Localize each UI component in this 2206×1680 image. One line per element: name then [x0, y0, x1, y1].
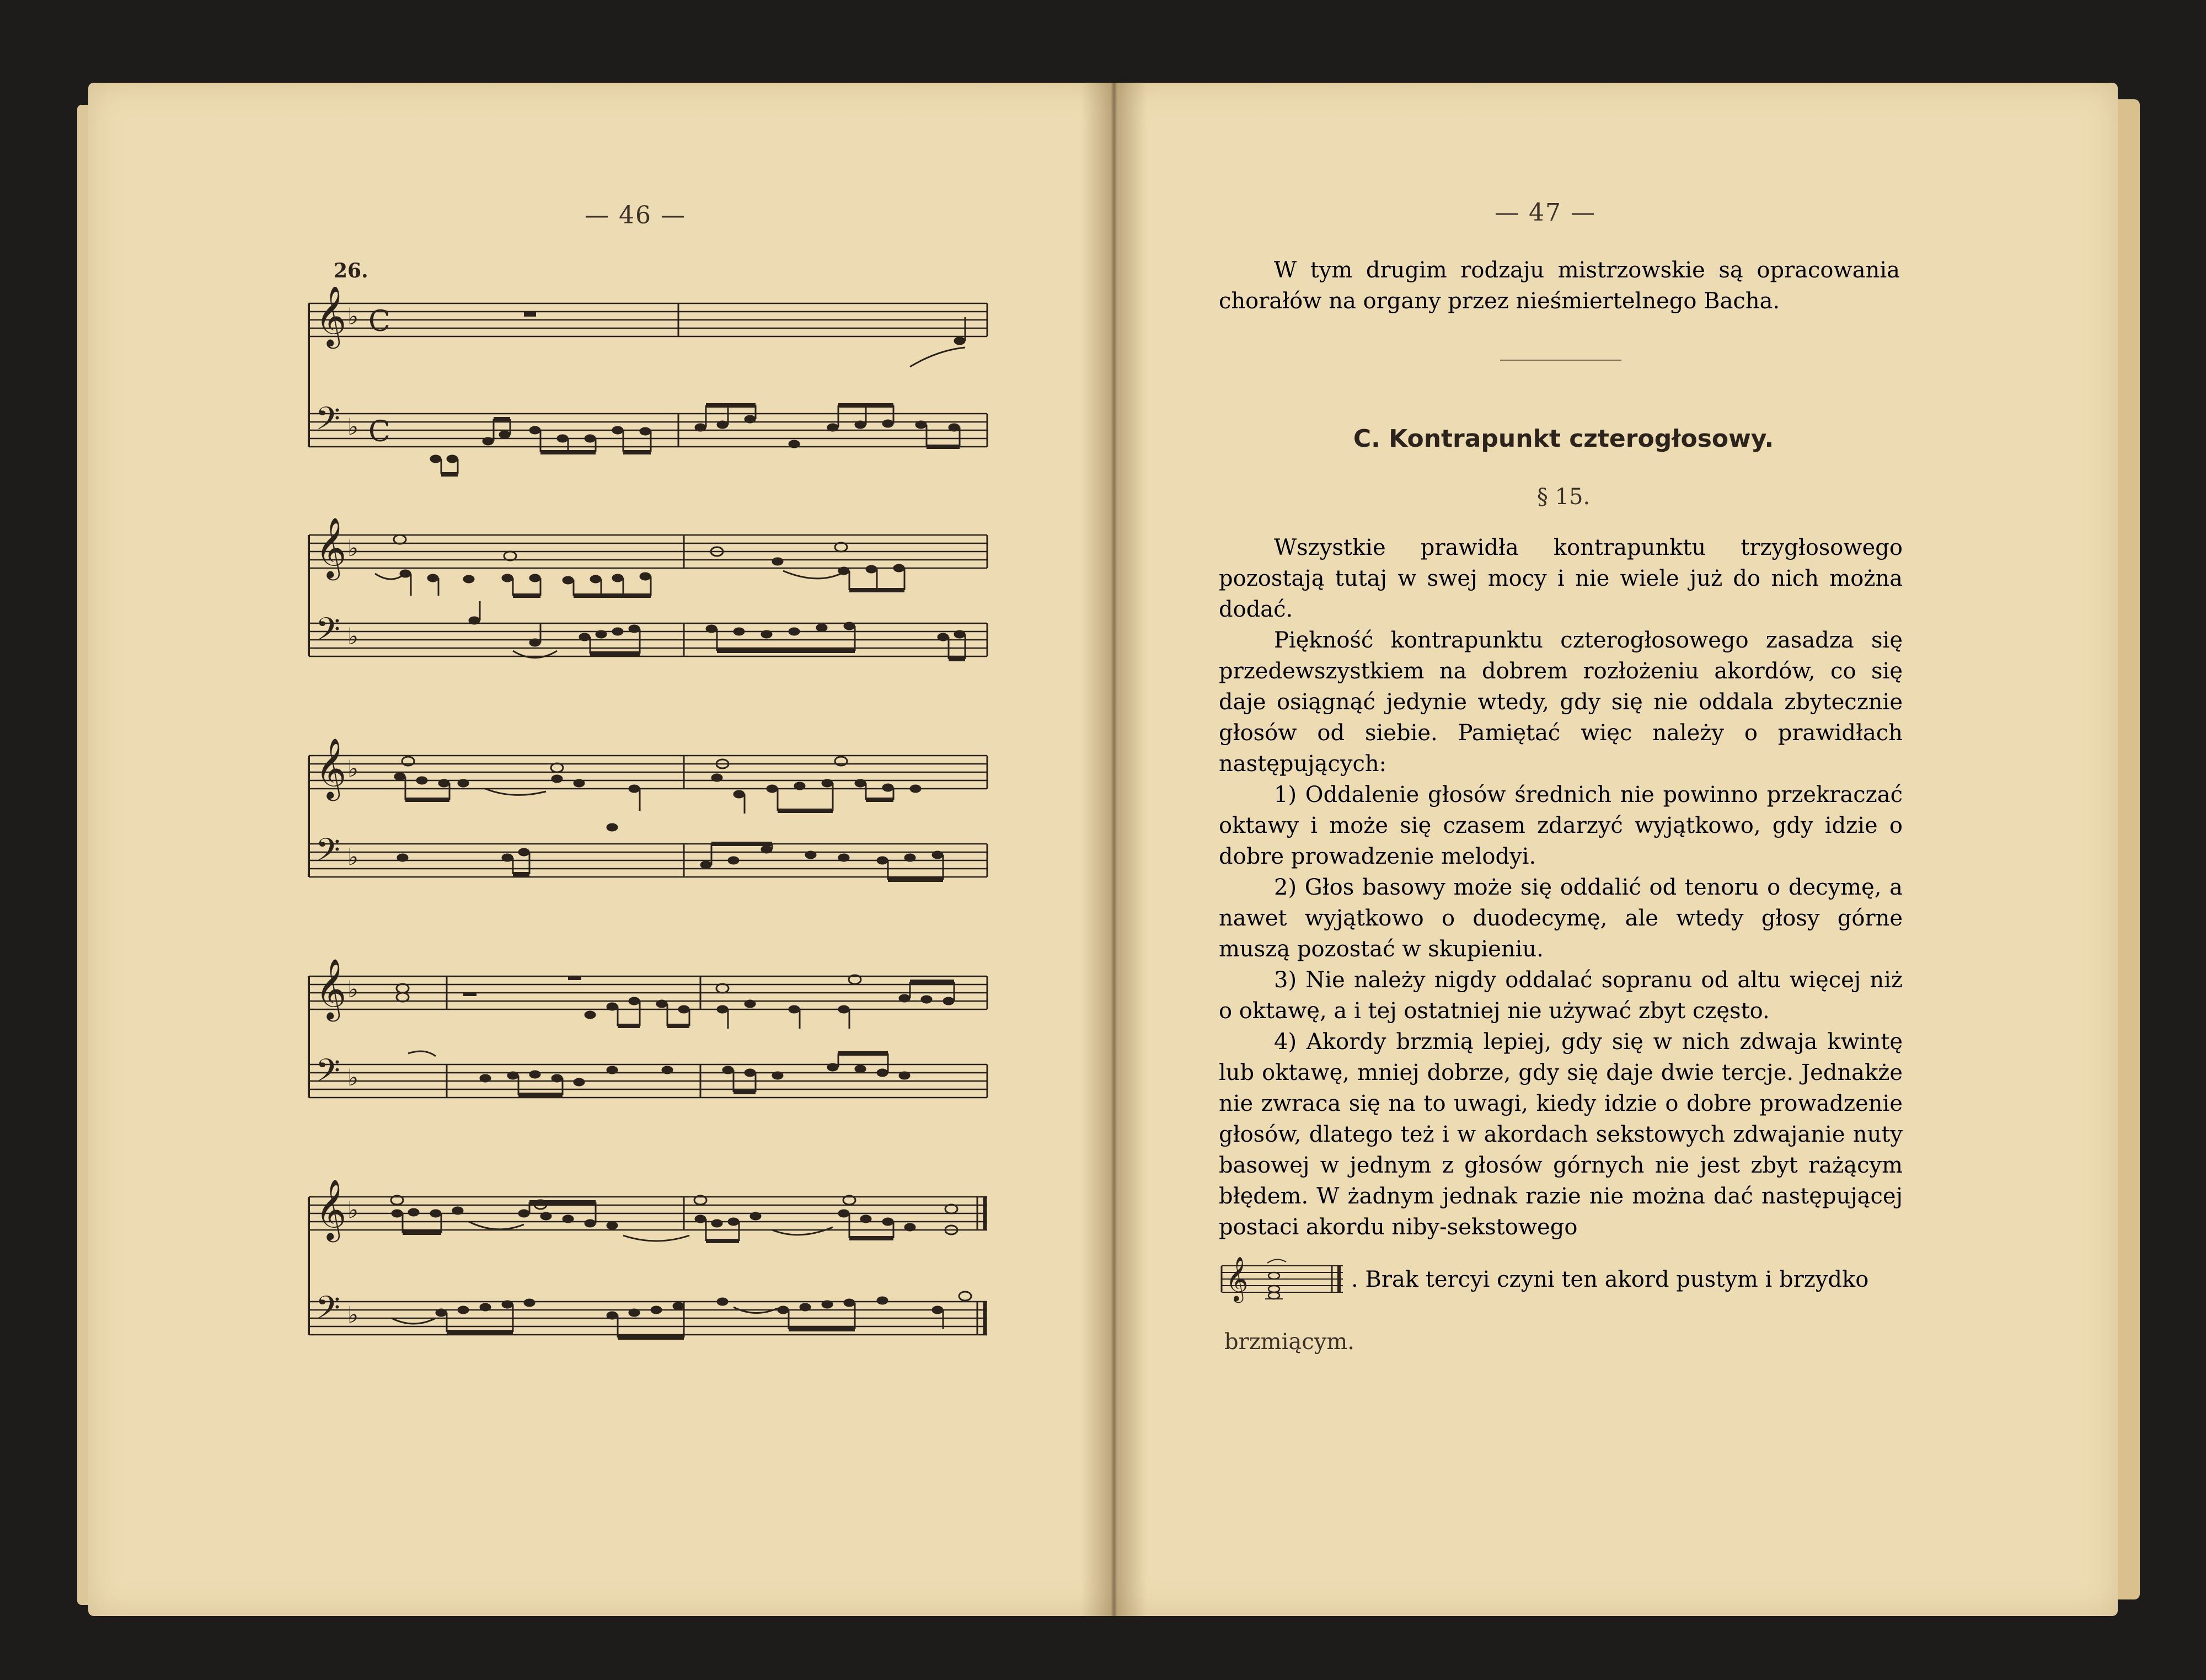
example-number: 26. [334, 259, 368, 282]
paragraph: Wszystkie prawidła kontrapunktu trzygłosowego pozostają tutaj w swej mocy i nie wiele już do nich można dodać. [1219, 535, 1903, 622]
svg-text:♭: ♭ [347, 843, 358, 870]
music-score [303, 287, 1020, 1379]
svg-text:♭: ♭ [347, 623, 358, 650]
svg-text:𝄞: 𝄞 [1225, 1256, 1249, 1301]
section-number: § 15. [1536, 484, 1591, 510]
svg-text:♭: ♭ [347, 976, 358, 1003]
paragraph: 3) Nie należy nigdy oddalać sopranu od altu więcej niż o oktawę, a i tej ostatniej nie używać zbyt często. [1219, 967, 1903, 1024]
chord-example-line [1219, 1252, 1908, 1307]
svg-text:𝄞: 𝄞 [315, 1179, 347, 1240]
svg-text:𝄢: 𝄢 [315, 611, 341, 656]
svg-text:♭: ♭ [347, 1196, 358, 1223]
svg-text:♭: ♭ [347, 755, 358, 782]
intro-paragraph: W tym drugim rodzaju mistrzowskie są opracowania chorałów na organy przez nieśmiertelnego Bacha. [1219, 258, 1900, 314]
score-system-2 [309, 517, 987, 659]
svg-text:𝄞: 𝄞 [315, 517, 347, 578]
closing-word: brzmiącym. [1224, 1329, 1355, 1355]
right-page-number: — 47 — [1495, 199, 1596, 227]
svg-text:C: C [368, 305, 390, 338]
svg-text:♭: ♭ [347, 1301, 358, 1328]
section-heading: C. Kontrapunkt czterogłosowy. [1353, 425, 1774, 453]
svg-text:𝄢: 𝄢 [315, 831, 341, 876]
body-text [1219, 532, 1903, 1243]
paragraph: 2) Głos basowy może się oddalić od tenoru o decymę, a nawet wyjątkowo o duodecymę, ale wtedy głosy górne muszą pozostać w skupieniu. [1219, 875, 1903, 962]
svg-text:𝄞: 𝄞 [315, 738, 347, 799]
paragraph: Piękność kontrapunktu czterogłosowego zasadza się przedewszystkiem na dobrem rozłożeniu akordów, co się daje osiągnąć jedynie wtedy, gdy się nie oddala zbytecznie głosów od siebie. Pamiętać więc należy o prawidłach następujących: [1219, 628, 1903, 777]
section-divider [1500, 360, 1621, 361]
svg-text:♭: ♭ [347, 534, 358, 561]
svg-text:𝄢: 𝄢 [315, 1289, 341, 1334]
svg-text:♭: ♭ [347, 413, 358, 440]
book-gutter [1081, 83, 1147, 1616]
after-example-text: . Brak tercyi czyni ten akord pustym i brzydko [1351, 1267, 1869, 1292]
svg-text:C: C [368, 415, 390, 448]
svg-text:𝄢: 𝄢 [315, 400, 341, 445]
svg-text:𝄞: 𝄞 [315, 287, 347, 346]
score-system-1 [309, 287, 987, 474]
chord-example-staff [1219, 1252, 1346, 1307]
left-page-number: — 46 — [585, 201, 686, 229]
svg-text:♭: ♭ [347, 1064, 358, 1091]
paragraph: 1) Oddalenie głosów średnich nie powinno przekraczać oktawy i może się czasem zdarzyć wyjątkowo, gdy idzie o dobre prowadzenie melodyi. [1219, 782, 1903, 869]
svg-text:𝄞: 𝄞 [315, 959, 347, 1019]
svg-text:♭: ♭ [347, 303, 358, 330]
score-system-5 [309, 1179, 987, 1337]
paragraph: 4) Akordy brzmią lepiej, gdy się w nich zdwaja kwintę lub oktawę, mniej dobrze, gdy się daje dwie tercje. Jednakże nie zwraca się na to uwagi, kiedy idzie o dobre prowadzenie głosów, dlatego też i w akordach sekstowych zdwajanie nuty basowej w jednym z głosów górnych nie jest zbyt rażącym błędem. W żadnym jednak razie nie można dać następującej postaci akordu niby-sekstowego [1219, 1029, 1903, 1240]
svg-text:𝄢: 𝄢 [315, 1052, 341, 1097]
score-system-3 [309, 738, 987, 880]
score-system-4 [309, 959, 987, 1098]
